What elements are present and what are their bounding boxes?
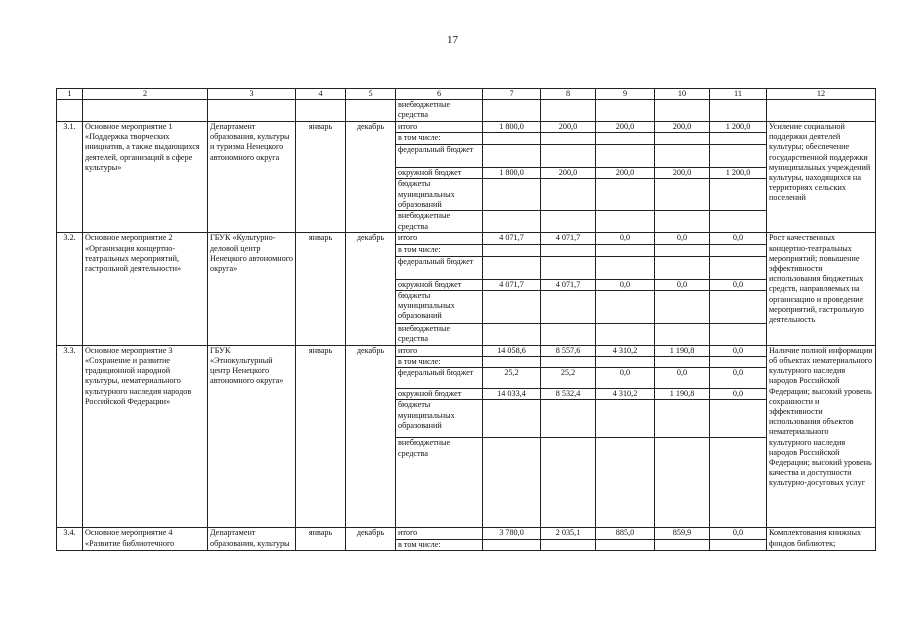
expected-result: Комплектования книжных фондов библиотек; <box>767 528 876 550</box>
column-header: 3 <box>208 89 296 100</box>
amount-cell <box>655 256 710 279</box>
amount-cell: 0,0 <box>655 233 710 244</box>
amount-cell <box>655 211 710 233</box>
row-number: 3.1. <box>57 122 83 233</box>
amount-cell <box>655 133 710 145</box>
amount-cell: 8 557,6 <box>541 345 596 356</box>
source-label: внебюджетные средства <box>396 323 483 345</box>
amount-cell <box>596 400 655 438</box>
column-header: 5 <box>346 89 396 100</box>
amount-cell <box>710 539 767 550</box>
amount-cell <box>655 357 710 368</box>
column-header: 1 <box>57 89 83 100</box>
source-label: бюджеты муниципальных образований <box>396 179 483 211</box>
amount-cell: 25,2 <box>483 368 541 389</box>
amount-cell <box>710 179 767 211</box>
amount-cell: 200,0 <box>596 122 655 133</box>
row-number: 3.3. <box>57 345 83 528</box>
amount-cell <box>655 179 710 211</box>
amount-cell <box>541 290 596 323</box>
amount-cell: 0,0 <box>710 279 767 290</box>
amount-cell <box>483 244 541 256</box>
amount-cell <box>541 323 596 345</box>
amount-cell <box>710 400 767 438</box>
amount-cell <box>541 211 596 233</box>
amount-cell <box>541 357 596 368</box>
table-row <box>57 122 876 133</box>
source-label: федеральный бюджет <box>396 368 483 389</box>
amount-cell: 200,0 <box>596 168 655 179</box>
amount-cell <box>483 357 541 368</box>
amount-cell <box>710 357 767 368</box>
amount-cell <box>541 179 596 211</box>
amount-cell <box>483 145 541 168</box>
amount-cell <box>710 145 767 168</box>
amount-cell: 200,0 <box>541 122 596 133</box>
amount-cell <box>710 256 767 279</box>
amount-cell <box>655 145 710 168</box>
column-header-row <box>57 89 876 100</box>
amount-cell <box>655 438 710 528</box>
measure-name: Основное мероприятие 4 «Развитие библиотечного <box>83 528 208 550</box>
executor: ГБУК «Культурно-деловой центр Ненецкого автономного округа» <box>208 233 296 345</box>
end-month: декабрь <box>346 345 396 528</box>
amount-cell: 14 058,6 <box>483 345 541 356</box>
measure-name: Основное мероприятие 2 «Организация концертно-театральных мероприятий, гастрольной деятельности» <box>83 233 208 345</box>
amount-cell: 0,0 <box>710 368 767 389</box>
amount-cell <box>483 133 541 145</box>
source-label: внебюджетные средства <box>396 438 483 528</box>
amount-cell <box>541 256 596 279</box>
amount-cell <box>483 179 541 211</box>
amount-cell: 0,0 <box>596 368 655 389</box>
amount-cell <box>655 244 710 256</box>
amount-cell: 885,0 <box>596 528 655 539</box>
amount-cell: 8 532,4 <box>541 389 596 400</box>
amount-cell <box>710 323 767 345</box>
amount-cell <box>596 357 655 368</box>
amount-cell <box>655 290 710 323</box>
amount-cell <box>596 133 655 145</box>
start-month: январь <box>296 528 346 550</box>
column-header: 4 <box>296 89 346 100</box>
source-label: итого <box>396 528 483 539</box>
amount-cell: 4 310,2 <box>596 389 655 400</box>
amount-cell <box>483 323 541 345</box>
start-month: январь <box>296 122 346 233</box>
amount-cell: 1 200,0 <box>710 168 767 179</box>
expected-result: Наличие полной информации об объектах нематериального культурного наследия народов Российской Федерации; высокий уровень сохранности и эффективности использования объектов нематериального культурного наследия народов Российской Федерации; высокий уровень качества и доступности культурно-досуговых услуг <box>767 345 876 528</box>
column-header: 8 <box>541 89 596 100</box>
amount-cell: 0,0 <box>596 233 655 244</box>
amount-cell <box>483 400 541 438</box>
page-number: 17 <box>447 34 458 46</box>
row-number: 3.4. <box>57 528 83 550</box>
amount-cell <box>596 323 655 345</box>
table-row <box>57 233 876 244</box>
executor: Департамент образования, культуры <box>208 528 296 550</box>
column-header: 6 <box>396 89 483 100</box>
amount-cell: 1 800,0 <box>483 122 541 133</box>
amount-cell: 4 071,7 <box>483 233 541 244</box>
amount-cell <box>710 133 767 145</box>
amount-cell <box>710 438 767 528</box>
amount-cell <box>710 290 767 323</box>
source-label: в том числе: <box>396 357 483 368</box>
amount-cell: 200,0 <box>541 168 596 179</box>
budget-table <box>56 88 876 551</box>
amount-cell: 1 190,8 <box>655 345 710 356</box>
source-label: в том числе: <box>396 539 483 550</box>
amount-cell <box>596 244 655 256</box>
amount-cell: 0,0 <box>710 233 767 244</box>
column-header: 10 <box>655 89 710 100</box>
amount-cell: 3 780,0 <box>483 528 541 539</box>
amount-cell <box>596 256 655 279</box>
start-month: январь <box>296 345 346 528</box>
amount-cell <box>710 244 767 256</box>
column-header: 12 <box>767 89 876 100</box>
end-month: декабрь <box>346 122 396 233</box>
amount-cell <box>541 145 596 168</box>
amount-cell <box>541 438 596 528</box>
amount-cell <box>541 244 596 256</box>
executor: Департамент образования, культуры и туризма Ненецкого автономного округа <box>208 122 296 233</box>
source-label: бюджеты муниципальных образований <box>396 400 483 438</box>
amount-cell: 200,0 <box>655 122 710 133</box>
amount-cell <box>596 145 655 168</box>
amount-cell: 0,0 <box>710 345 767 356</box>
amount-cell: 4 071,7 <box>483 279 541 290</box>
column-header: 7 <box>483 89 541 100</box>
table-row <box>57 100 876 122</box>
amount-cell <box>655 323 710 345</box>
amount-cell: 1 800,0 <box>483 168 541 179</box>
amount-cell <box>655 539 710 550</box>
amount-cell: 859,9 <box>655 528 710 539</box>
amount-cell: 4 310,2 <box>596 345 655 356</box>
amount-cell <box>483 438 541 528</box>
amount-cell <box>596 438 655 528</box>
amount-cell: 0,0 <box>710 528 767 539</box>
amount-cell: 4 071,7 <box>541 233 596 244</box>
amount-cell: 200,0 <box>655 168 710 179</box>
amount-cell <box>483 256 541 279</box>
executor: ГБУК «Этнокультурный центр Ненецкого автономного округа» <box>208 345 296 528</box>
amount-cell: 0,0 <box>596 279 655 290</box>
amount-cell <box>483 290 541 323</box>
amount-cell <box>596 179 655 211</box>
source-label: в том числе: <box>396 133 483 145</box>
source-label: окружной бюджет <box>396 389 483 400</box>
amount-cell <box>541 133 596 145</box>
source-label: в том числе: <box>396 244 483 256</box>
amount-cell: 14 033,4 <box>483 389 541 400</box>
source-label: окружной бюджет <box>396 168 483 179</box>
amount-cell <box>596 211 655 233</box>
row-number: 3.2. <box>57 233 83 345</box>
amount-cell: 4 071,7 <box>541 279 596 290</box>
source-label: итого <box>396 233 483 244</box>
start-month: январь <box>296 233 346 345</box>
source-label: внебюджетные средства <box>396 100 483 122</box>
column-header: 9 <box>596 89 655 100</box>
source-label: итого <box>396 345 483 356</box>
amount-cell: 25,2 <box>541 368 596 389</box>
source-label: внебюджетные средства <box>396 211 483 233</box>
amount-cell <box>596 290 655 323</box>
table-row <box>57 345 876 356</box>
source-label: окружной бюджет <box>396 279 483 290</box>
measure-name: Основное мероприятие 1 «Поддержка творческих инициатив, а также выдающихся деятелей, организаций в сфере культуры» <box>83 122 208 233</box>
end-month: декабрь <box>346 528 396 550</box>
amount-cell <box>596 539 655 550</box>
column-header: 2 <box>83 89 208 100</box>
end-month: декабрь <box>346 233 396 345</box>
amount-cell <box>483 539 541 550</box>
amount-cell: 1 200,0 <box>710 122 767 133</box>
amount-cell <box>483 211 541 233</box>
amount-cell: 1 190,8 <box>655 389 710 400</box>
amount-cell <box>541 539 596 550</box>
amount-cell: 0,0 <box>710 389 767 400</box>
amount-cell <box>710 211 767 233</box>
table-row <box>57 528 876 539</box>
amount-cell: 2 035,1 <box>541 528 596 539</box>
source-label: федеральный бюджет <box>396 256 483 279</box>
expected-result: Усиление социальной поддержки деятелей культуры; обеспечение государственной поддержки муниципальных учреждений культуры, находящихся на территориях сельских поселений <box>767 122 876 233</box>
amount-cell: 0,0 <box>655 279 710 290</box>
amount-cell: 0,0 <box>655 368 710 389</box>
expected-result: Рост качественных концертно-театральных мероприятий; повышение эффективности использования бюджетных средств, направляемых на организацию и проведение мероприятий, гастрольную деятельность <box>767 233 876 345</box>
measure-name: Основное мероприятие 3 «Сохранение и развитие традиционной народной культуры, нематериального культурного наследия народов Российской Федерации» <box>83 345 208 528</box>
source-label: бюджеты муниципальных образований <box>396 290 483 323</box>
amount-cell <box>655 400 710 438</box>
amount-cell <box>541 400 596 438</box>
source-label: итого <box>396 122 483 133</box>
source-label: федеральный бюджет <box>396 145 483 168</box>
column-header: 11 <box>710 89 767 100</box>
